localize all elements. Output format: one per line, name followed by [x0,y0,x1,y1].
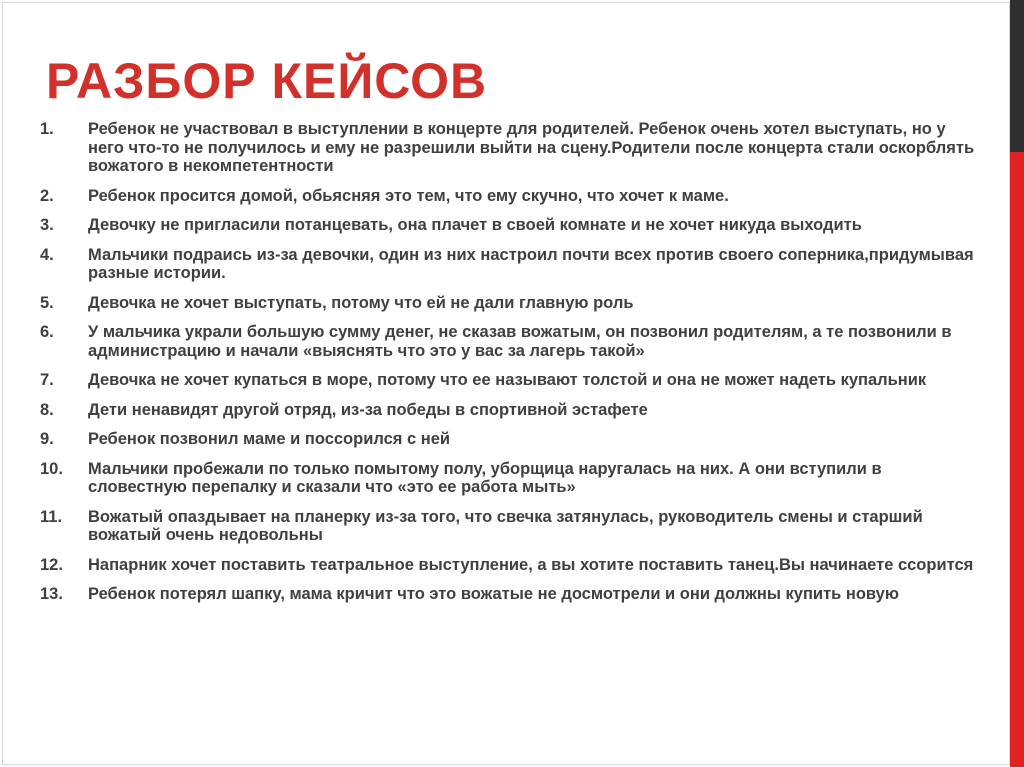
case-text: Ребенок просится домой, обьясняя это тем, что ему скучно, что хочет к маме. [88,186,729,205]
case-item [40,508,980,545]
case-number: 1. [40,120,54,138]
accent-bar-red-segment [1010,152,1024,767]
case-item [40,216,980,235]
case-number: 8. [40,400,54,419]
case-item [40,460,980,497]
case-item [40,187,980,206]
case-item [40,120,980,176]
case-number: 6. [40,323,54,341]
case-item [40,430,980,449]
accent-bar [1010,0,1024,767]
case-text: Девочка не хочет купаться в море, потому что ее называют толстой и она не может надеть купальник [88,371,927,389]
case-text: Ребенок позвонил маме и поссорился с ней [88,430,451,448]
case-number: 7. [40,371,54,389]
case-item [40,246,980,283]
case-text: Девочка не хочет выступать, потому что ей не дали главную роль [88,293,634,312]
case-text: Мальчики подраись из-за девочки, один из них настроил почти всех против своего соперника,придумывая разные истории. [88,245,974,282]
case-item [40,323,980,360]
case-number: 5. [40,293,54,312]
case-item [40,585,980,604]
case-text: Девочку не пригласили потанцевать, она плачет в своей комнате и не хочет никуда выходить [88,216,862,234]
case-number: 9. [40,430,54,448]
case-number: 13. [40,585,63,603]
case-item [40,556,980,575]
case-item [40,371,980,390]
case-number: 3. [40,216,54,234]
case-text: У мальчика украли большую сумму денег, не сказав вожатым, он позвонил родителям, а те позвонили в администрацию и начали «выяснять что это у вас за лагерь такой» [88,323,952,360]
case-text: Вожатый опаздывает на планерку из-за того, что свечка затянулась, руководитель смены и старший вожатый очень недовольны [88,507,923,544]
case-text: Ребенок не участвовал в выступлении в концерте для родителей. Ребенок очень хотел выступать, но у него что-то не получилось и ему не разрешили выйти на сцену.Родители после концерта стали оскорблять вожатого в некомпетентности [88,120,975,175]
case-text: Мальчики пробежали по только помытому полу, уборщица наругалась на них. А они вступили в словестную перепалку и сказали что «это ее работа мыть» [88,459,882,496]
accent-bar-dark-segment [1010,0,1024,152]
case-number: 12. [40,555,63,574]
case-list [40,120,980,615]
case-number: 10. [40,459,63,478]
case-text: Ребенок потерял шапку, мама кричит что это вожатые не досмотрели и они должны купить новую [88,585,899,603]
case-item [40,294,980,313]
case-text: Напарник хочет поставить театральное выступление, а вы хотите поставить танец.Вы начинаете ссорится [88,555,974,574]
case-number: 2. [40,186,54,205]
slide-title: РАЗБОР КЕЙСОВ [46,53,488,109]
case-number: 11. [40,507,63,526]
case-text: Дети ненавидят другой отряд, из-за победы в спортивной эстафете [88,400,648,419]
case-item [40,401,980,420]
case-number: 4. [40,245,54,264]
